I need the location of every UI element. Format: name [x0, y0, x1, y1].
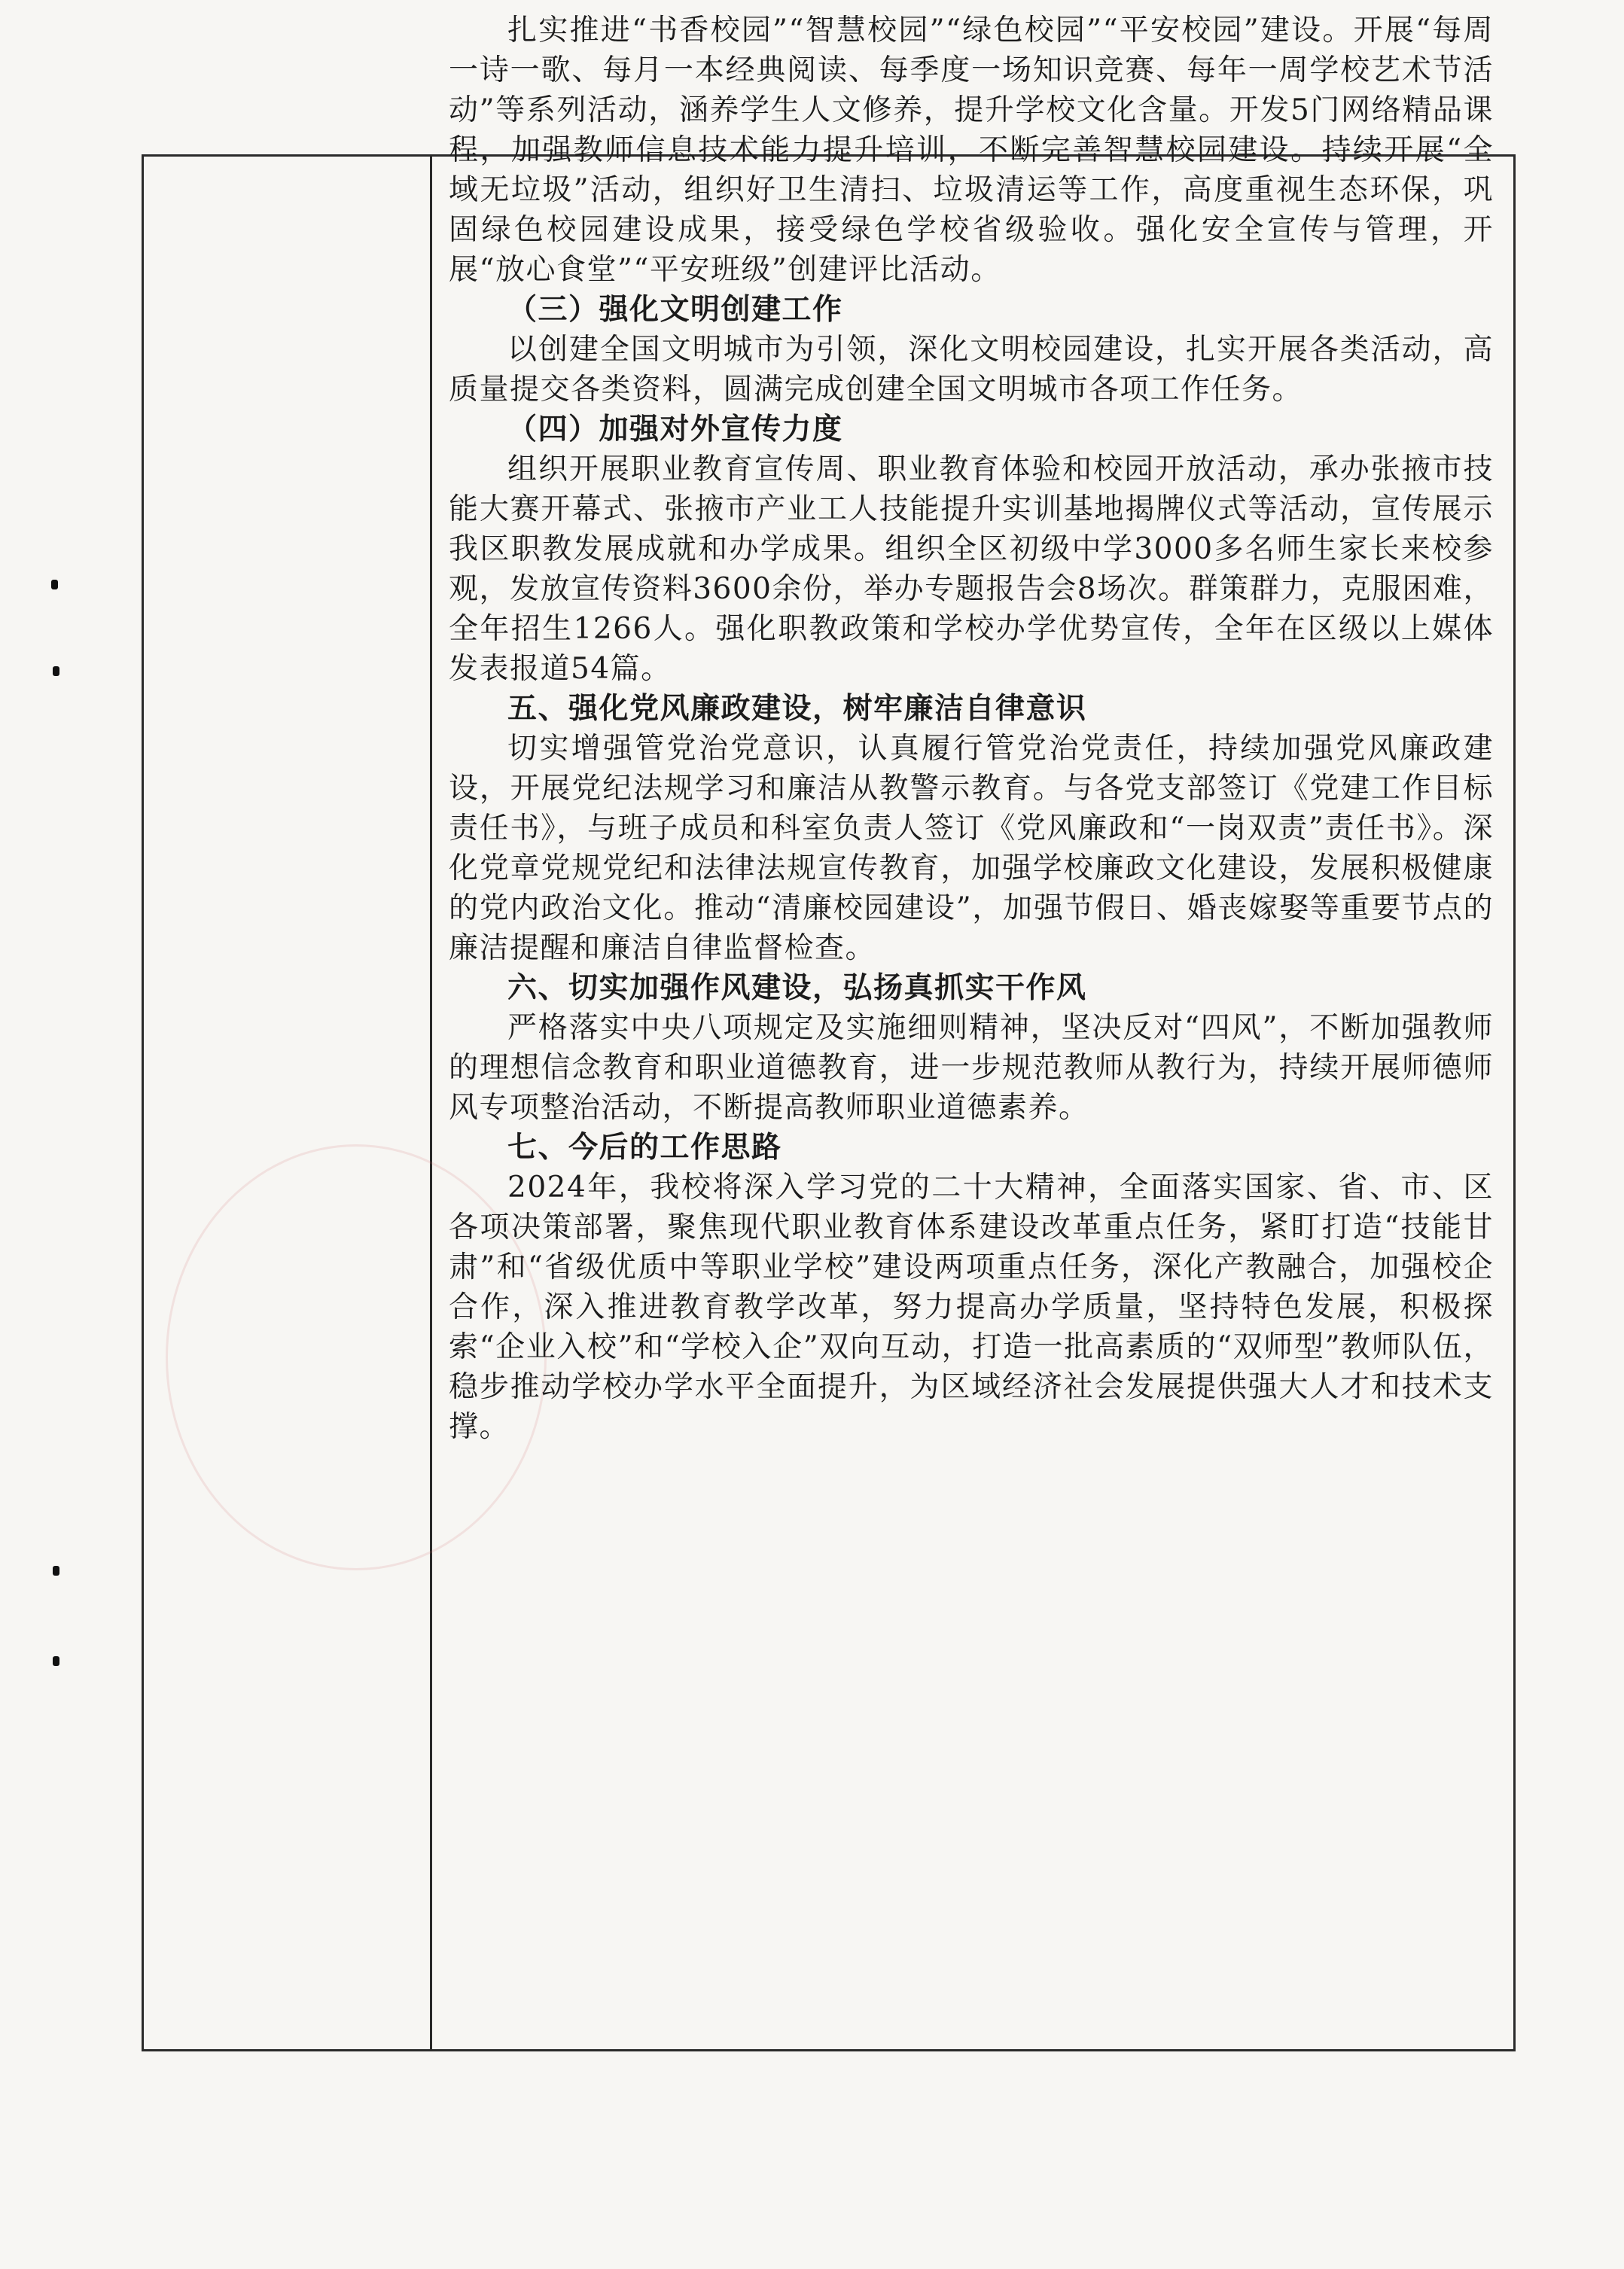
binding-hole	[53, 666, 59, 676]
binding-hole	[53, 1566, 59, 1576]
paragraph-work-style: 严格落实中央八项规定及实施细则精神，坚决反对“四风”，不断加强教师的理想信念教育和职业道德教育，进一步规范教师从教行为，持续开展师德师风专项整治活动，不断提高教师职业道德素养。	[449, 1011, 1494, 1125]
paragraph-integrity: 切实增强管党治党意识，认真履行管党治党责任，持续加强党风廉政建设，开展党纪法规学习和廉洁从教警示教育。与各党支部签订《党建工作目标责任书》，与班子成员和科室负责人签订《党风廉政和“一岗双责”责任书》。深化党章党规党纪和法律法规宣传教育，加强学校廉政文化建设，发展积极健康的党内政治文化。推动“清廉校园建设”，加强节假日、婚丧嫁娶等重要节点的廉洁提醒和廉洁自律监督检查。	[449, 732, 1494, 965]
subheading-civilization: （三）强化文明创建工作	[507, 293, 843, 327]
paragraph-campus-construction: 扎实推进“书香校园”“智慧校园”“绿色校园”“平安校园”建设。开展“每周一诗一歌、每月一本经典阅读、每季度一场知识竞赛、每年一周学校艺术节活动”等系列活动，涵养学生人文修养，提升学校文化含量。开发5门网络精品课程，加强教师信息技术能力提升培训，不断完善智慧校园建设。持续开展“全域无垃圾”活动，组织好卫生清扫、垃圾清运等工作，高度重视生态环保，巩固绿色校园建设成果，接受绿色学校省级验收。强化安全宣传与管理，开展“放心食堂”“平安班级”创建评比活动。	[449, 14, 1494, 287]
paragraph-publicity: 组织开展职业教育宣传周、职业教育体验和校园开放活动，承办张掖市技能大赛开幕式、张掖市产业工人技能提升实训基地揭牌仪式等活动，宣传展示我区职教发展成就和办学成果。组织全区初级中学3000多名师生家长来校参观，发放宣传资料3600余份，举办专题报告会8场次。群策群力，克服困难，全年招生1266人。强化职教政策和学校办学优势宣传，全年在区级以上媒体发表报道54篇。	[449, 452, 1494, 686]
subheading-publicity: （四）加强对外宣传力度	[507, 413, 843, 446]
binding-hole	[51, 580, 58, 589]
heading-work-style: 六、切实加强作风建设，弘扬真抓实干作风	[507, 971, 1087, 1005]
binding-hole	[53, 1656, 59, 1666]
paragraph-civilization: 以创建全国文明城市为引领，深化文明校园建设，扎实开展各类活动，高质量提交各类资料，圆满完成创建全国文明城市各项工作任务。	[449, 333, 1494, 407]
table-label-cell	[144, 157, 430, 2049]
heading-integrity: 五、强化党风廉政建设，树牢廉洁自律意识	[507, 692, 1087, 726]
paragraph-future-plans: 2024年，我校将深入学习党的二十大精神，全面落实国家、省、市、区各项决策部署，聚焦现代职业教育体系建设改革重点任务，紧盯打造“技能甘肃”和“省级优质中等职业学校”建设两项重点任务，深化产教融合，加强校企合作，深入推进教育教学改革，努力提高办学质量，坚持特色发展，积极探索“企业入校”和“学校入企”双向互动，打造一批高素质的“双师型”教师队伍，稳步推动学校办学水平全面提升，为区域经济社会发展提供强大人才和技术支撑。	[449, 1171, 1494, 1444]
heading-future-plans: 七、今后的工作思路	[507, 1131, 782, 1165]
column-divider	[430, 157, 432, 2049]
document-body	[449, 11, 1494, 1447]
